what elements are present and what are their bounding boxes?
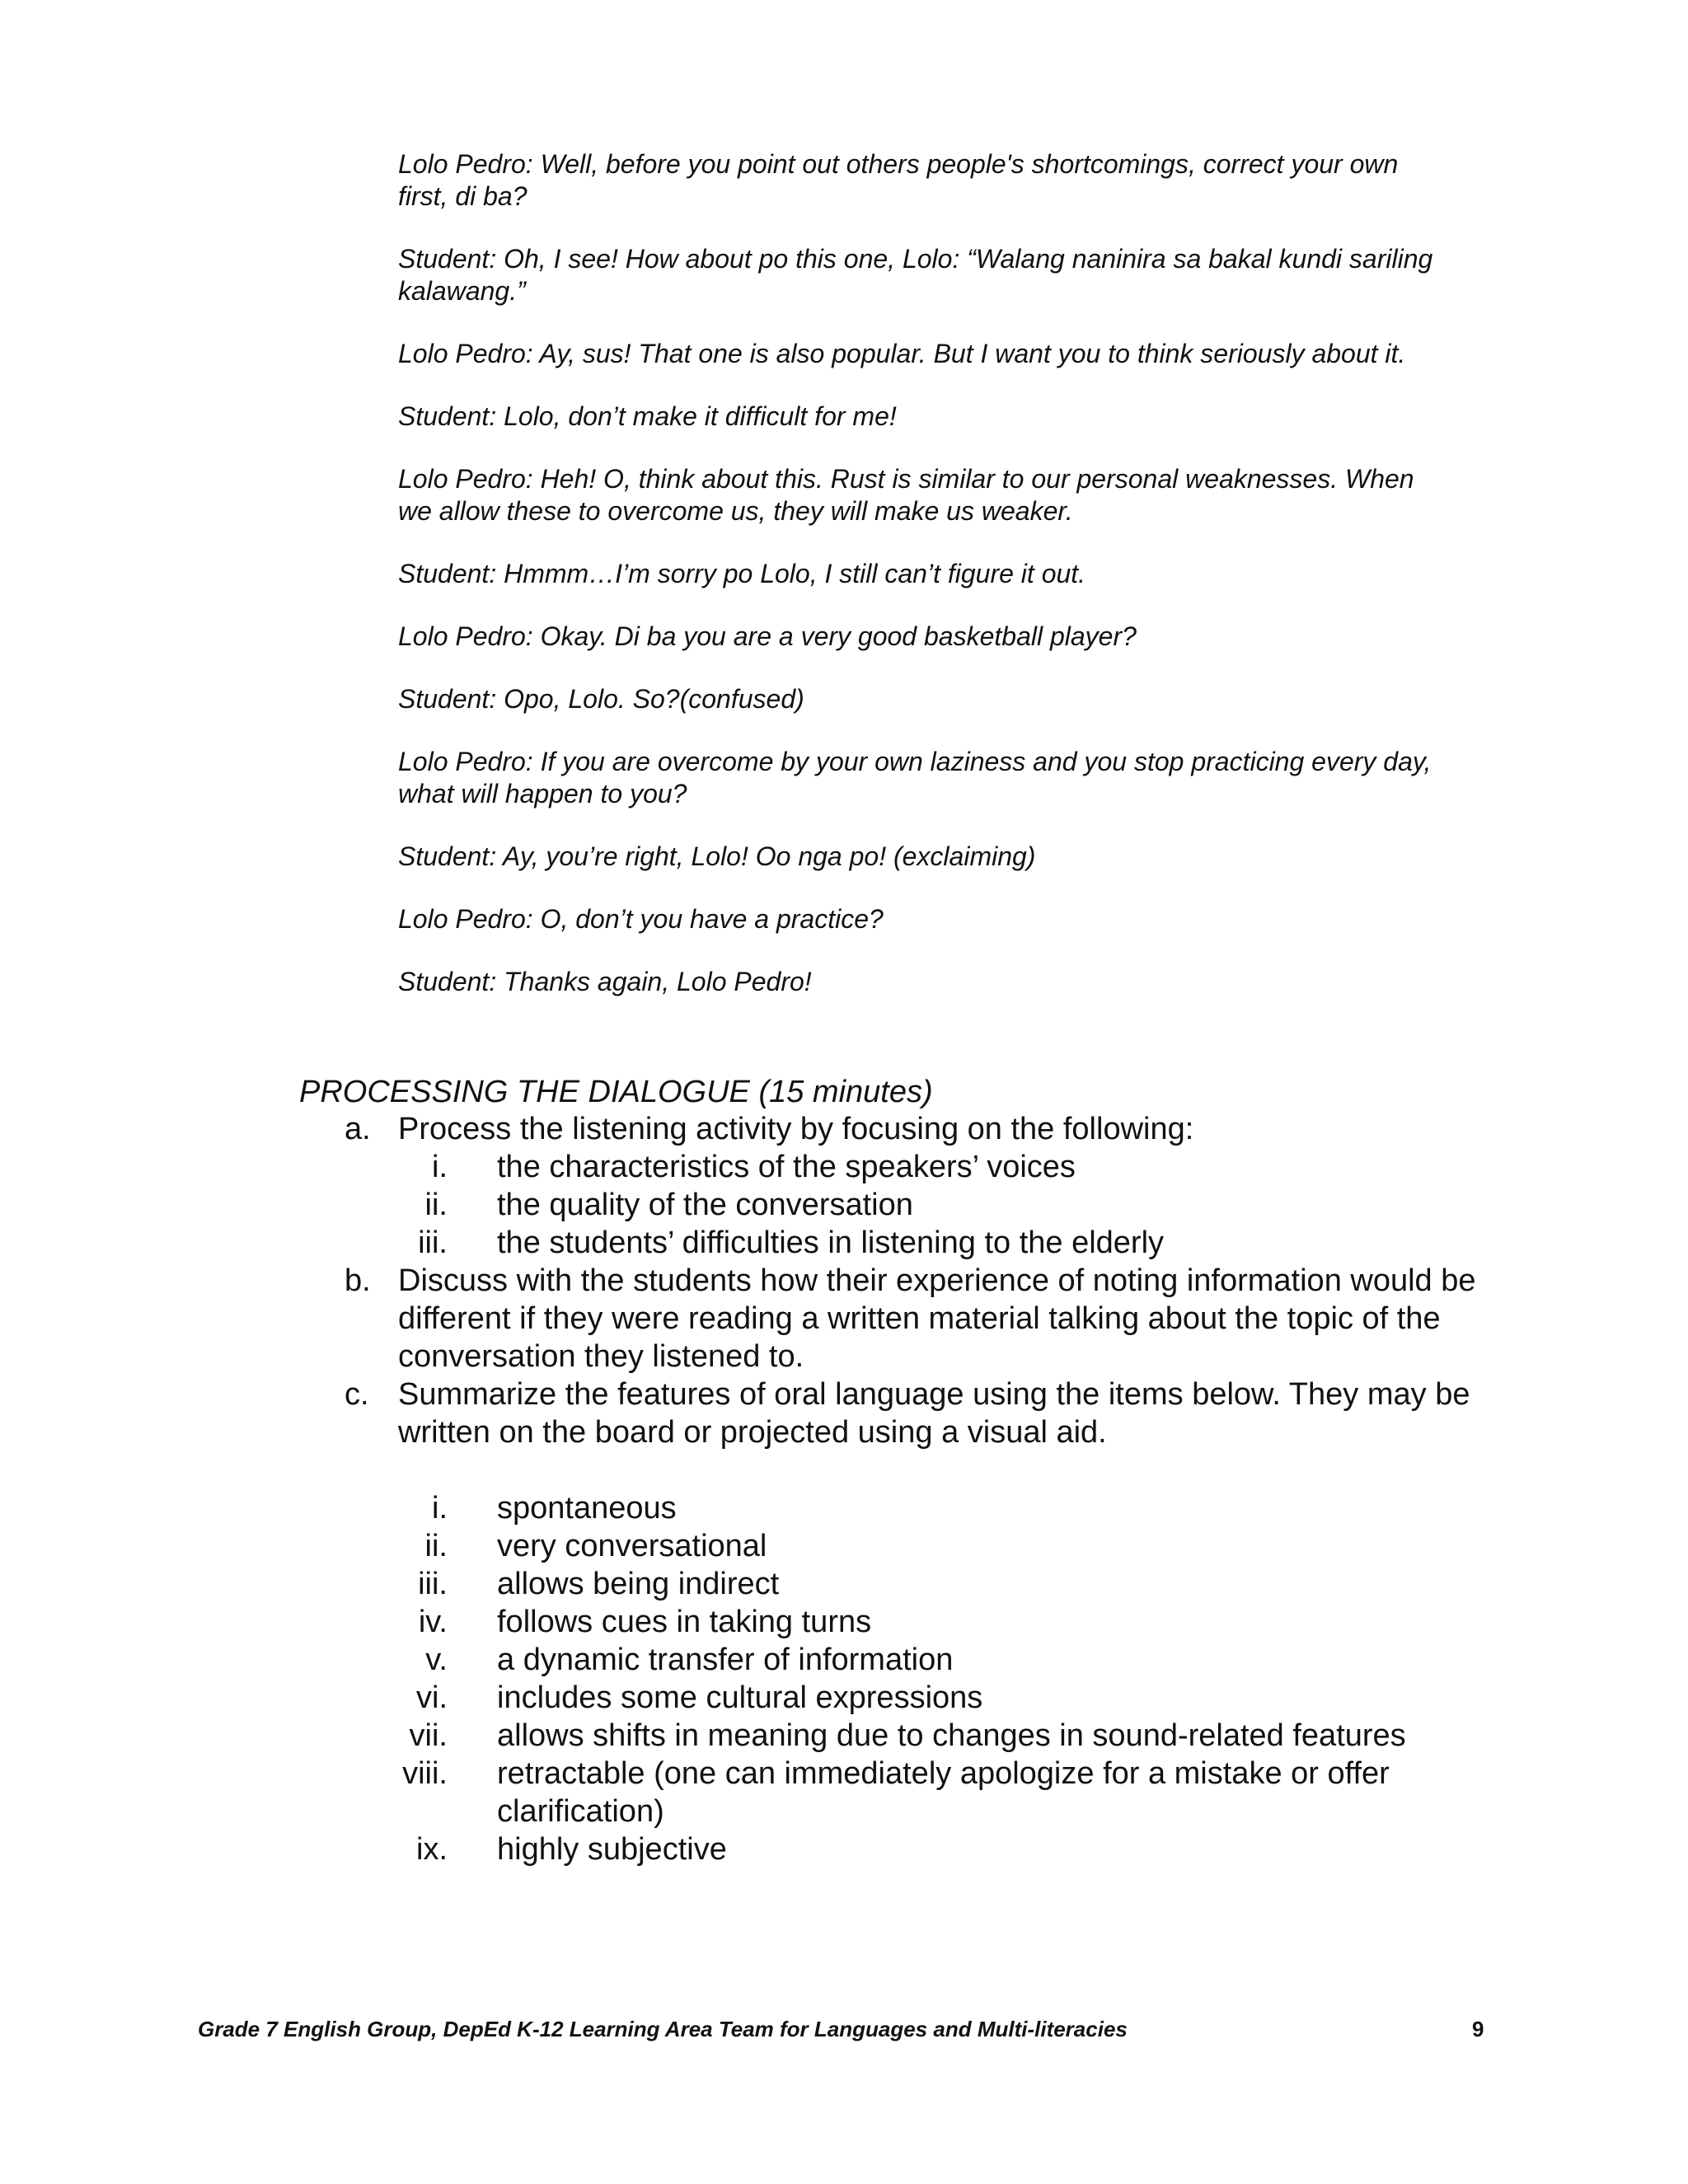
dialogue-line: Student: Ay, you’re right, Lolo! Oo nga po! (exclaiming): [398, 841, 1036, 871]
item-text: retractable (one can immediately apologize for a mistake or offer clarification): [497, 1756, 1390, 1829]
section-title: PROCESSING THE DIALOGUE (15 minutes): [299, 1075, 933, 1109]
processing-item-a: [299, 1110, 1503, 1262]
list-item: [398, 1148, 1503, 1186]
item-text: the characteristics of the speakers’ voices: [497, 1150, 1076, 1184]
list-item: [398, 1717, 1503, 1755]
dialogue-line: Student: Oh, I see! How about po this one, Lolo: “Walang naninira sa bakal kundi sariling kalawang.”: [398, 244, 1433, 306]
list-marker: i.: [432, 1491, 448, 1526]
item-text: the quality of the conversation: [497, 1188, 913, 1222]
item-text: Summarize the features of oral language using the items below. They may be written on the board or projected using a visual aid.: [398, 1377, 1470, 1450]
processing-item-c: [299, 1376, 1503, 1868]
list-marker: vi.: [416, 1680, 448, 1715]
dialogue-line: Lolo Pedro: Ay, sus! That one is also popular. But I want you to think seriously about it.: [398, 339, 1406, 368]
dialogue-line: Student: Hmmm…I’m sorry po Lolo, I still can’t figure it out.: [398, 559, 1086, 588]
item-text: a dynamic transfer of information: [497, 1643, 954, 1677]
list-item: [398, 1186, 1503, 1224]
list-marker: ix.: [416, 1832, 448, 1867]
item-text: allows being indirect: [497, 1567, 780, 1601]
list-item: [398, 1830, 1503, 1868]
list-item: [398, 1489, 1503, 1527]
list-marker: vii.: [409, 1718, 448, 1753]
features-sublist: [398, 1489, 1503, 1868]
item-text: the students’ difficulties in listening to the elderly: [497, 1226, 1165, 1260]
list-marker: v.: [425, 1643, 448, 1677]
list-item: [398, 1527, 1503, 1565]
list-marker: b.: [345, 1263, 371, 1298]
list-marker: iii.: [418, 1226, 448, 1260]
list-marker: iv.: [418, 1605, 448, 1639]
list-item: [398, 1603, 1503, 1641]
list-marker: a.: [345, 1112, 371, 1146]
list-item: [398, 1755, 1503, 1830]
list-item: [398, 1641, 1503, 1679]
item-text: highly subjective: [497, 1832, 727, 1867]
item-text: includes some cultural expressions: [497, 1680, 983, 1715]
dialogue-line: Student: Lolo, don’t make it difficult for me!: [398, 401, 897, 431]
processing-item-b: [299, 1262, 1503, 1376]
dialogue-line: Student: Thanks again, Lolo Pedro!: [398, 967, 812, 996]
processing-list: [299, 1110, 1503, 1868]
list-marker: ii.: [424, 1188, 448, 1222]
list-marker: viii.: [402, 1756, 448, 1791]
list-marker: c.: [345, 1377, 369, 1412]
footer-credit: Grade 7 English Group, DepEd K-12 Learning Area Team for Languages and Multi-literacies: [198, 2017, 1128, 2041]
list-item: [398, 1224, 1503, 1262]
dialogue-line: Lolo Pedro: O, don’t you have a practice?: [398, 904, 884, 934]
dialogue-line: Lolo Pedro: If you are overcome by your own laziness and you stop practicing every day, what will happen to you?: [398, 747, 1432, 808]
dialogue-line: Lolo Pedro: Well, before you point out others people's shortcomings, correct your own first, di ba?: [398, 149, 1399, 211]
list-item: [398, 1679, 1503, 1717]
list-marker: ii.: [424, 1529, 448, 1563]
item-text: very conversational: [497, 1529, 767, 1563]
item-text: allows shifts in meaning due to changes in sound-related features: [497, 1718, 1406, 1753]
dialogue-block: [398, 148, 1445, 1029]
spacer: [398, 1451, 1503, 1489]
item-text: follows cues in taking turns: [497, 1605, 872, 1639]
list-item: [398, 1565, 1503, 1603]
item-text: Process the listening activity by focusing on the following:: [398, 1112, 1194, 1146]
list-marker: i.: [432, 1150, 448, 1184]
list-marker: iii.: [418, 1567, 448, 1601]
sublist: [398, 1148, 1503, 1262]
dialogue-line: Lolo Pedro: Okay. Di ba you are a very good basketball player?: [398, 621, 1137, 651]
dialogue-line: Student: Opo, Lolo. So?(confused): [398, 684, 804, 714]
page-number: 9: [1472, 2017, 1484, 2041]
item-text: spontaneous: [497, 1491, 677, 1526]
item-text: Discuss with the students how their experience of noting information would be different if they were reading a written material talking about the topic of the conversation they listened to.: [398, 1263, 1476, 1374]
dialogue-line: Lolo Pedro: Heh! O, think about this. Rust is similar to our personal weaknesses. When we allow these to overcome us, they will make us weaker.: [398, 464, 1414, 526]
